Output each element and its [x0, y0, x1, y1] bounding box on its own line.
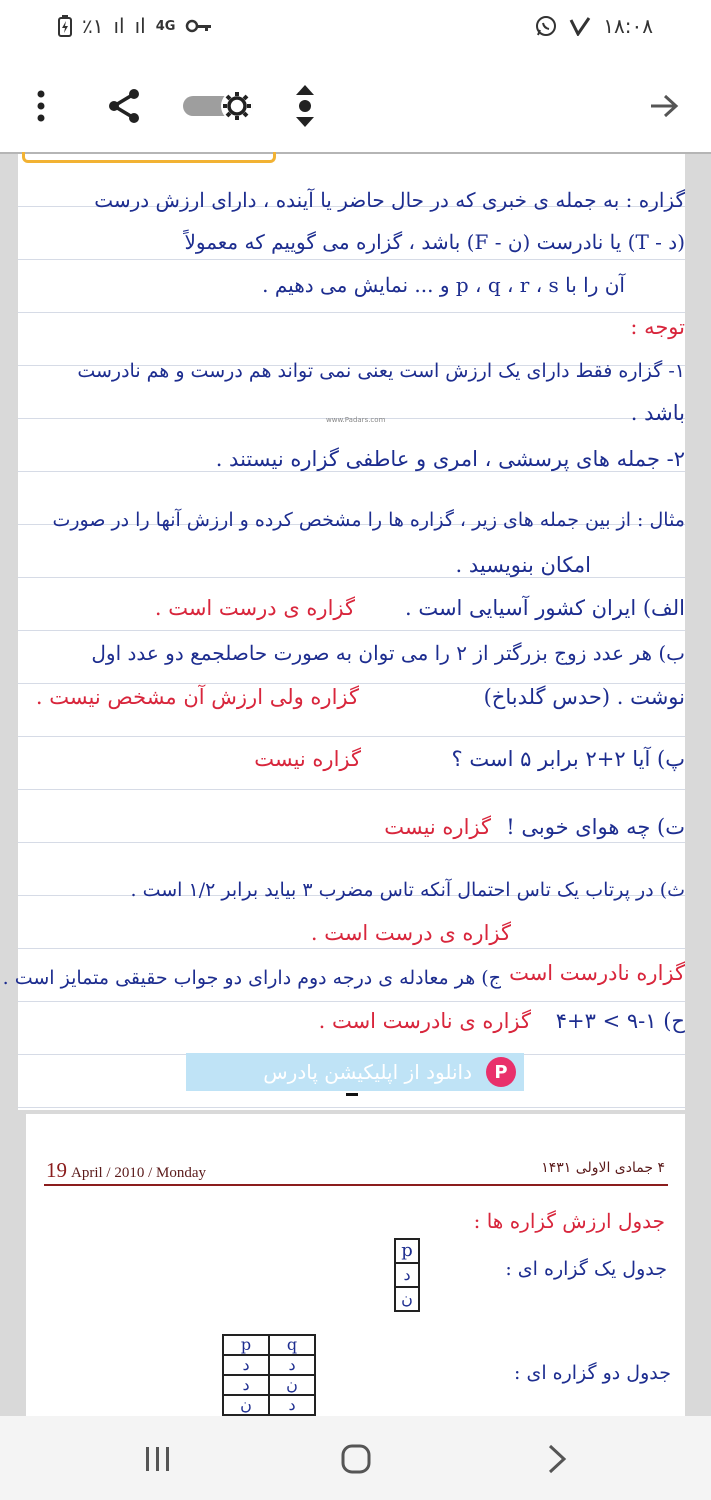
truth-table-heading: جدول ارزش گزاره ها : [473, 1209, 665, 1233]
note-1-line-2: باشد . [630, 401, 685, 425]
whatsapp-icon [535, 15, 557, 37]
item-f-text: ج) هر معادله ی درجه دوم دارای دو جواب حقیقی متمایز است . [2, 967, 501, 989]
item-g-text: ح) ۱-۹ > ۳+۴ [555, 1009, 685, 1033]
battery-charging-icon [58, 15, 72, 37]
status-right [535, 14, 653, 38]
status-bar [0, 0, 711, 60]
note-2: ۲- جمله های پرسشی ، امری و عاطفی گزاره نیستند . [215, 447, 685, 471]
app-toolbar [0, 60, 711, 152]
example-line-2: امکان بنویسید . [455, 553, 591, 577]
table-row [223, 1395, 315, 1415]
network-type: 4G [155, 18, 176, 34]
banner-marker [346, 1093, 358, 1096]
item-a-answer: گزاره ی درست است . [154, 596, 355, 620]
forward-arrow-icon[interactable] [644, 80, 684, 132]
table-cell: د [223, 1375, 269, 1395]
notebook-page-2 [26, 1114, 685, 1416]
definition-line-1: گزاره : به جمله ی خبری که در حال حاضر یا آینده ، دارای ارزش درست [94, 188, 685, 212]
settings-toggle-icon[interactable] [180, 80, 260, 132]
status-left [58, 14, 213, 38]
definition-line-3: آن را با p ، q ، r ، s و ... نمایش می دهیم . [262, 273, 625, 297]
signal-icon: ıl [113, 14, 125, 38]
download-app-banner[interactable] [186, 1053, 524, 1091]
item-b-line-1: ب) هر عدد زوج بزرگتر از ۲ را می توان به صورت حاصلجمع دو عدد اول [91, 641, 685, 665]
recent-apps-icon[interactable] [138, 1444, 178, 1474]
item-f-answer: گزاره نادرست است [509, 961, 685, 985]
double-table-label: جدول دو گزاره ای : [514, 1362, 671, 1384]
battery-percent: ٪۱ [82, 14, 104, 38]
table-row [223, 1355, 315, 1375]
table-cell: د [223, 1355, 269, 1375]
item-e-answer: گزاره ی درست است . [310, 921, 511, 945]
home-icon[interactable] [336, 1444, 376, 1474]
table-cell: د [269, 1395, 315, 1415]
date-rule [44, 1184, 668, 1186]
item-g-answer: گزاره ی نادرست است . [318, 1009, 531, 1033]
single-table-label: جدول یک گزاره ای : [505, 1258, 667, 1280]
item-a-text: الف) ایران کشور آسیایی است . [404, 596, 685, 620]
table-cell: ن [223, 1395, 269, 1415]
item-e-text: ث) در پرتاب یک تاس احتمال آنکه تاس مضرب ۳ بیاید برابر ۱/۲ است . [130, 879, 685, 901]
table-cell: د [269, 1355, 315, 1375]
page-date-left: 19 April / 2010 / Monday [46, 1158, 206, 1182]
table-row [223, 1375, 315, 1395]
item-c-answer: گزاره نیست [254, 747, 361, 771]
signal-icon-2: ıl [134, 14, 146, 38]
table-header-cell: q [269, 1335, 315, 1355]
key-icon [185, 19, 213, 33]
item-b-answer: گزاره ولی ارزش آن مشخص نیست . [35, 685, 359, 709]
item-b-line-2: نوشت . (حدس گلدباخ) [483, 685, 685, 709]
example-line-1: مثال : از بین جمله های زیر ، گزاره ها را مشخص کرده و ارزش آنها را در صورت [52, 509, 685, 531]
single-table-cell: د [395, 1263, 419, 1287]
share-icon[interactable] [104, 80, 144, 132]
item-d-answer: گزاره نیست [384, 815, 491, 839]
system-nav-bar [0, 1416, 711, 1500]
double-truth-table [222, 1334, 316, 1416]
single-truth-table [394, 1238, 420, 1312]
item-c-text: پ) آیا ۲+۲ برابر ۵ است ؟ [451, 747, 685, 771]
menu-dots-icon[interactable] [24, 80, 58, 132]
single-table-cell: ن [395, 1287, 419, 1311]
watermark: www.Padars.com [326, 416, 386, 424]
note-1-line-1: ۱- گزاره فقط دارای یک ارزش است یعنی نمی تواند هم درست و هم نادرست [77, 360, 685, 382]
back-icon[interactable] [540, 1444, 580, 1474]
clock: ۱۸:۰۸ [603, 14, 653, 38]
banner-text: دانلود از اپلیکیشن پادرس [263, 1060, 472, 1084]
note-title: توجه : [630, 315, 685, 339]
scroll-updown-icon[interactable] [290, 80, 320, 132]
page-date-right: ۴ جمادی الاولی ۱۴۳۱ [541, 1160, 665, 1176]
table-cell: ن [269, 1375, 315, 1395]
table-header-cell: p [223, 1335, 269, 1355]
item-d-text: ت) چه هوای خوبی ! [506, 815, 685, 839]
padars-logo-icon: P [486, 1057, 516, 1087]
definition-line-2: (د - T) یا نادرست (ن - F) باشد ، گزاره می گوییم که معمولاً [184, 230, 685, 254]
single-table-cell: p [395, 1239, 419, 1263]
page-top-tab [22, 152, 276, 163]
check-icon [569, 16, 591, 36]
